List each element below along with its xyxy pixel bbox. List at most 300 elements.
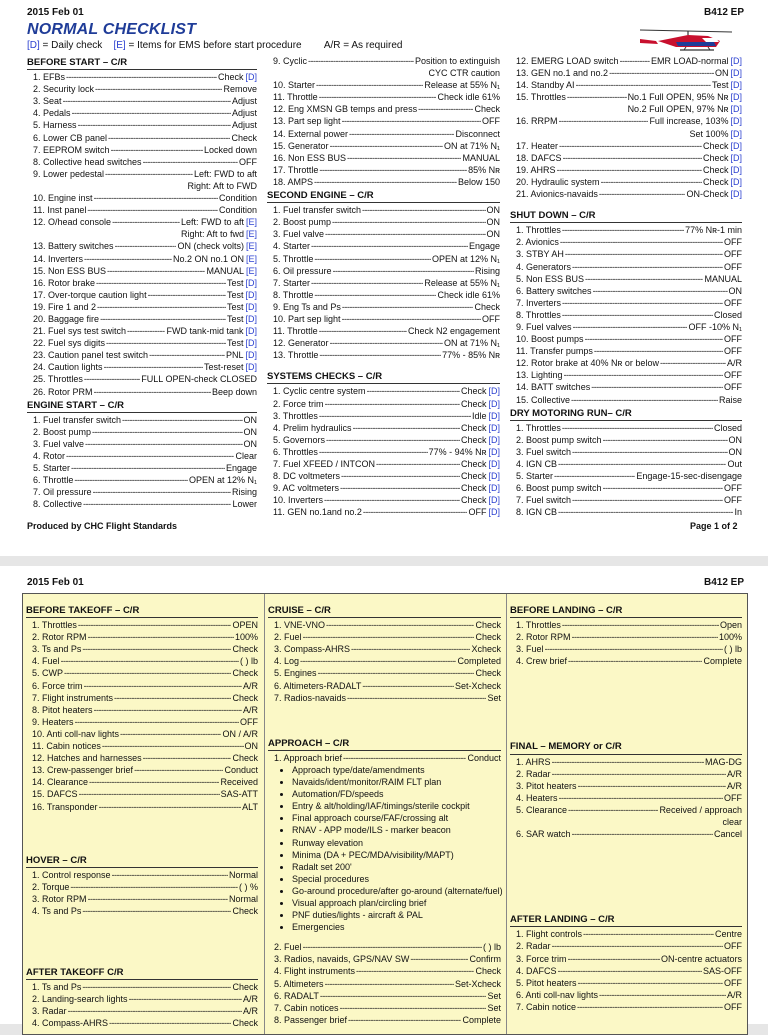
item-action: Clear bbox=[235, 451, 257, 461]
spacer bbox=[510, 896, 742, 904]
spacer bbox=[510, 667, 742, 675]
item-label: 11. Inst panel bbox=[33, 205, 87, 216]
checklist-item bbox=[27, 240, 257, 252]
item-label: 11. Throttle bbox=[273, 92, 318, 103]
item-label: 4. Crew brief bbox=[516, 656, 568, 667]
leader-dashes bbox=[418, 103, 473, 115]
item-label: 1. VNE-VNO bbox=[274, 620, 326, 631]
leader-dashes bbox=[572, 261, 723, 273]
checklist-item bbox=[27, 301, 257, 313]
leader-dashes bbox=[594, 345, 723, 357]
checklist-item bbox=[27, 325, 257, 337]
item-action: ON / A/R bbox=[222, 728, 258, 739]
item-label: 20. Hydraulic system bbox=[516, 176, 600, 187]
item-label: 9. Fuel valves bbox=[516, 321, 572, 332]
leader-dashes bbox=[108, 132, 230, 144]
item-action: Release at 55% N₁ bbox=[424, 277, 500, 288]
leader-dashes bbox=[578, 977, 723, 989]
item-action: Closed bbox=[713, 309, 742, 320]
item-label: 12. Generator bbox=[273, 338, 329, 349]
item-action: A/R bbox=[726, 780, 742, 791]
item-label: 4. Log bbox=[274, 656, 300, 667]
checklist-item bbox=[267, 265, 500, 277]
leader-dashes bbox=[324, 494, 460, 506]
item-action: MANUAL bbox=[704, 273, 742, 284]
check-tag: [D] bbox=[730, 68, 742, 79]
leader-dashes bbox=[78, 619, 232, 631]
spacer bbox=[268, 728, 501, 736]
item-action: MANUAL bbox=[462, 152, 500, 163]
item-action: OFF bbox=[724, 792, 742, 803]
leader-dashes bbox=[106, 337, 226, 349]
item-label: 12. EMERG LOAD switch bbox=[516, 56, 619, 66]
item-label: 3. Force trim bbox=[516, 953, 567, 964]
item-action: 77% - 94% Nʀ bbox=[428, 446, 487, 457]
leader-dashes bbox=[603, 434, 728, 446]
check-tag: [D] bbox=[245, 289, 257, 300]
leader-dashes bbox=[562, 422, 713, 434]
leader-dashes bbox=[319, 410, 471, 422]
item-action: Disconnect bbox=[455, 128, 500, 139]
checklist-item bbox=[26, 643, 258, 655]
checklist-item bbox=[26, 740, 258, 752]
leader-dashes bbox=[93, 486, 231, 498]
item-action: ON bbox=[486, 229, 500, 240]
item-action: Set bbox=[487, 1002, 501, 1013]
item-label: 14. BATT switches bbox=[516, 382, 591, 393]
item-label: 7. Radios-navaids bbox=[274, 692, 347, 703]
checklist-item bbox=[267, 458, 500, 470]
leader-dashes bbox=[120, 728, 221, 740]
checklist-item bbox=[510, 989, 742, 1001]
item-action: Rising bbox=[474, 265, 500, 276]
item-label: 17. Over-torque caution light bbox=[33, 289, 147, 300]
check-tag: [D] bbox=[488, 446, 500, 457]
checklist-item bbox=[267, 128, 500, 140]
list-item: • Automation/FD/speeds bbox=[292, 788, 501, 800]
item-action: Lower bbox=[232, 499, 257, 510]
legend-ems-key: [E] bbox=[113, 40, 126, 51]
item-label: 6. Oil pressure bbox=[273, 265, 332, 276]
item-action: Confirm bbox=[469, 954, 501, 965]
item-label: 1. Flight controls bbox=[516, 929, 583, 940]
leader-dashes bbox=[319, 164, 467, 176]
item-label: 5. Starter bbox=[516, 471, 554, 482]
leader-dashes bbox=[64, 667, 231, 679]
leader-dashes bbox=[573, 321, 688, 333]
item-label: 4. Starter bbox=[273, 241, 311, 252]
checklist-item bbox=[27, 119, 257, 131]
section-heading: BEFORE LANDING – C/R bbox=[510, 605, 742, 618]
checklist-item bbox=[27, 313, 257, 325]
check-tag: [D] bbox=[245, 313, 257, 324]
aircraft-code: B412 EP bbox=[704, 7, 745, 18]
checklist-item bbox=[27, 168, 257, 180]
item-label: 1. Cyclic centre system bbox=[273, 386, 366, 397]
item-action: ( ) lb bbox=[483, 942, 501, 953]
spacer bbox=[510, 683, 742, 691]
check-tag: [D] bbox=[730, 92, 742, 103]
checklist-continuation bbox=[27, 228, 257, 240]
column-divider bbox=[506, 594, 507, 1034]
checklist-item bbox=[26, 716, 258, 728]
checklist-item bbox=[27, 386, 257, 398]
item-action: A/R bbox=[726, 358, 742, 369]
leader-dashes bbox=[325, 228, 485, 240]
item-action: Engage bbox=[225, 463, 257, 474]
item-label: 3. Compass-AHRS bbox=[274, 644, 351, 655]
item-label: 6. Anti coll-nav lights bbox=[516, 989, 599, 1000]
item-label: 2. Boost pump bbox=[273, 217, 332, 228]
item-action: 77% Nʀ-1 min bbox=[685, 225, 742, 236]
section-heading: ENGINE START – C/R bbox=[27, 400, 257, 413]
item-action: Remove bbox=[223, 84, 257, 95]
item-action: Release at 55% N₁ bbox=[424, 80, 500, 91]
item-action: ON bbox=[243, 426, 257, 437]
item-label: 1. Approach brief bbox=[274, 752, 343, 763]
item-label: 4. Pedals bbox=[33, 108, 71, 119]
check-tag: [E] bbox=[245, 217, 257, 228]
item-label: 4. Heaters bbox=[516, 792, 558, 803]
leader-dashes bbox=[326, 619, 474, 631]
item-action: Completed bbox=[457, 656, 501, 667]
leader-dashes bbox=[143, 752, 232, 764]
item-action: OFF bbox=[724, 261, 742, 272]
leader-dashes bbox=[314, 289, 436, 301]
item-action: MANUAL bbox=[206, 265, 244, 276]
item-action: A/R bbox=[242, 704, 258, 715]
leader-dashes bbox=[68, 1005, 242, 1017]
leader-dashes bbox=[591, 381, 723, 393]
item-label: 20. Baggage fire bbox=[33, 313, 100, 324]
item-label: 14. Inverters bbox=[33, 253, 84, 264]
checklist-item bbox=[26, 993, 258, 1005]
leader-dashes bbox=[319, 446, 428, 458]
item-action: Check bbox=[232, 982, 258, 993]
checklist-item bbox=[268, 1014, 501, 1026]
item-action: Check bbox=[474, 104, 500, 115]
leader-dashes bbox=[83, 498, 231, 510]
item-label: 6. Battery switches bbox=[516, 285, 592, 296]
item-action: OFF bbox=[724, 297, 742, 308]
item-label: 21. Avionics-navaids bbox=[516, 189, 598, 200]
checklist-item bbox=[268, 643, 501, 655]
item-label: 18. DAFCS bbox=[516, 152, 562, 163]
checklist-item bbox=[26, 905, 258, 917]
item-action: OFF bbox=[724, 941, 742, 952]
item-action: OFF bbox=[724, 1001, 742, 1012]
item-label: 1. Control response bbox=[32, 869, 111, 880]
leader-dashes bbox=[558, 965, 702, 977]
item-action: 77% - 85% Nʀ bbox=[442, 350, 500, 361]
leader-dashes bbox=[578, 780, 726, 792]
item-label: 8. IGN CB bbox=[516, 507, 558, 518]
check-tag: [D] bbox=[488, 459, 500, 469]
item-action: OFF -10% N₁ bbox=[688, 321, 742, 332]
checklist-item bbox=[267, 204, 500, 216]
checklist-item bbox=[268, 941, 501, 953]
landing-column bbox=[510, 603, 742, 1013]
item-label: 6. Altimeters-RADALT bbox=[274, 680, 362, 691]
item-action: ON bbox=[728, 285, 742, 296]
leader-dashes bbox=[71, 462, 225, 474]
item-action: Adjust bbox=[231, 108, 257, 119]
checklist-item bbox=[510, 67, 742, 79]
leader-dashes bbox=[122, 414, 242, 426]
leader-dashes bbox=[89, 776, 219, 788]
section-heading: DRY MOTORING RUN– C/R bbox=[510, 408, 742, 421]
leader-dashes bbox=[568, 655, 702, 667]
leader-dashes bbox=[603, 482, 723, 494]
item-label: 8. Pitot heaters bbox=[32, 704, 93, 715]
checklist-item bbox=[26, 1005, 258, 1017]
engine-start-column bbox=[267, 55, 500, 518]
checklist-item bbox=[510, 631, 742, 643]
item-action: Set bbox=[487, 990, 501, 1001]
check-tag: [D] bbox=[730, 116, 742, 127]
checklist-item bbox=[510, 1001, 742, 1013]
item-label: 16. Non ESS BUS bbox=[273, 152, 347, 163]
spacer bbox=[268, 704, 501, 712]
item-label: 6. Lower CB panel bbox=[33, 132, 108, 143]
leader-dashes bbox=[314, 253, 431, 265]
continuation-text: Right: Aft to fwd bbox=[180, 229, 244, 240]
item-action: Test-reset bbox=[203, 362, 244, 373]
checklist-item bbox=[27, 438, 257, 450]
item-label: 19. Fire 1 and 2 bbox=[33, 301, 97, 312]
spacer bbox=[26, 829, 258, 837]
item-action: Set-Xcheck bbox=[454, 680, 501, 691]
leader-dashes bbox=[620, 55, 650, 67]
section-heading: AFTER TAKEOFF C/R bbox=[26, 967, 258, 980]
spacer bbox=[26, 821, 258, 829]
item-action: A/R bbox=[242, 1006, 258, 1017]
item-label: 12. Eng XMSN GB temps and press bbox=[273, 104, 418, 115]
item-label: 11. Throttle bbox=[273, 326, 318, 337]
checklist-item bbox=[26, 680, 258, 692]
leader-dashes bbox=[99, 801, 242, 813]
checklist-item bbox=[510, 446, 742, 458]
item-label: 1. AHRS bbox=[516, 756, 551, 767]
leader-dashes bbox=[94, 704, 242, 716]
item-label: 1. Throttles bbox=[516, 620, 561, 631]
item-action: Check bbox=[460, 483, 487, 494]
item-label: 5. CWP bbox=[32, 668, 64, 679]
leader-dashes bbox=[105, 168, 193, 180]
item-action: Check bbox=[475, 668, 501, 679]
item-action: Set bbox=[487, 692, 501, 703]
list-item: • Go-around procedure/after go-around (alternate/fuel) bbox=[292, 885, 501, 897]
item-label: 9. Eng Ts and Ps bbox=[273, 301, 341, 312]
checklist-item bbox=[510, 434, 742, 446]
item-action: Cancel bbox=[713, 829, 742, 840]
check-tag: [D] bbox=[488, 398, 500, 409]
item-action: Full increase, 103% bbox=[649, 116, 729, 127]
item-label: 15. Collective bbox=[516, 394, 571, 405]
item-action: ON at 71% N₁ bbox=[443, 140, 500, 151]
checklist-item bbox=[510, 804, 742, 816]
checklist-item bbox=[267, 422, 500, 434]
item-label: 3. Rotor RPM bbox=[32, 893, 87, 904]
leader-dashes bbox=[326, 434, 460, 446]
spacer bbox=[510, 723, 742, 731]
item-label: 4. Rotor bbox=[33, 451, 66, 461]
leader-dashes bbox=[601, 176, 702, 188]
leader-dashes bbox=[571, 394, 718, 406]
checklist-item bbox=[27, 349, 257, 361]
leader-dashes bbox=[562, 297, 723, 309]
checklist-item bbox=[267, 301, 500, 313]
checklist-item bbox=[510, 297, 742, 309]
item-label: 8. Collective head switches bbox=[33, 156, 142, 167]
legend-ar-text: A/R = As required bbox=[323, 40, 403, 51]
continuation-text: clear bbox=[722, 817, 742, 828]
item-action: ON bbox=[244, 741, 258, 752]
item-action: ( ) lb bbox=[724, 644, 742, 655]
checklist-item bbox=[27, 289, 257, 301]
item-action: ON at 71% N₁ bbox=[443, 338, 500, 349]
item-action: Check bbox=[475, 966, 501, 977]
checklist-item bbox=[510, 506, 742, 518]
legend bbox=[27, 40, 402, 51]
leader-dashes bbox=[563, 152, 702, 164]
item-action: Complete bbox=[462, 1014, 501, 1025]
leader-dashes bbox=[102, 740, 244, 752]
spacer bbox=[26, 845, 258, 853]
leader-dashes bbox=[70, 881, 238, 893]
spacer bbox=[510, 848, 742, 856]
checklist-item bbox=[27, 216, 257, 228]
checklist-item bbox=[510, 345, 742, 357]
leader-dashes bbox=[559, 792, 723, 804]
leader-dashes bbox=[560, 236, 723, 248]
check-tag: [D] bbox=[488, 422, 500, 433]
checklist-item bbox=[267, 313, 500, 325]
leader-dashes bbox=[599, 188, 686, 200]
check-tag: [D] bbox=[730, 152, 742, 163]
item-action: Test bbox=[226, 313, 244, 324]
checklist-item bbox=[510, 470, 742, 482]
item-label: 2. Landing-search lights bbox=[32, 994, 128, 1005]
item-action: SAS-OFF bbox=[702, 965, 742, 976]
item-label: 22. Fuel sys digits bbox=[33, 338, 106, 349]
item-action: A/R bbox=[726, 768, 742, 779]
footer-page-number: Page 1 of 2 bbox=[690, 521, 738, 531]
checklist-item bbox=[510, 768, 742, 780]
item-action: ON bbox=[714, 68, 729, 79]
item-action: Check bbox=[474, 301, 500, 312]
item-label: 3. Fuel switch bbox=[516, 446, 572, 457]
checklist-item bbox=[26, 881, 258, 893]
spacer bbox=[268, 933, 501, 941]
item-action: OFF bbox=[724, 249, 742, 260]
leader-dashes bbox=[95, 83, 222, 95]
section-heading: AFTER LANDING – C/R bbox=[510, 914, 742, 927]
check-tag: [D] bbox=[730, 56, 742, 66]
item-action: A/R bbox=[726, 989, 742, 1000]
checklist-item bbox=[27, 373, 257, 385]
item-action: OFF bbox=[724, 495, 742, 506]
leader-dashes bbox=[308, 55, 414, 67]
item-action: EMR LOAD-normal bbox=[650, 56, 729, 66]
item-label: 7. EEPROM switch bbox=[33, 144, 110, 155]
check-tag: [D] bbox=[488, 410, 500, 421]
item-label: 14. Standby AI bbox=[516, 80, 575, 91]
checklist-item bbox=[27, 204, 257, 216]
item-action: OFF bbox=[239, 156, 257, 167]
leader-dashes bbox=[75, 716, 239, 728]
checklist-item bbox=[510, 248, 742, 260]
checklist-item bbox=[510, 828, 742, 840]
checklist-item bbox=[27, 132, 257, 144]
item-action: Test bbox=[711, 80, 729, 91]
checklist-item bbox=[510, 381, 742, 393]
leader-dashes bbox=[567, 91, 627, 103]
item-label: 3. Radar bbox=[32, 1006, 67, 1017]
item-label: 11. GEN no.1and no.2 bbox=[273, 507, 362, 518]
item-label: 9. AC voltmeters bbox=[273, 483, 340, 494]
item-action: OFF bbox=[482, 313, 500, 324]
item-action: No.1 Full OPEN, 95% Nʀ bbox=[627, 92, 729, 103]
item-label: 6. Throttle bbox=[33, 475, 74, 486]
spacer bbox=[510, 880, 742, 888]
item-action: Normal bbox=[228, 869, 258, 880]
checklist-continuation bbox=[510, 816, 742, 828]
leader-dashes bbox=[330, 337, 443, 349]
spacer bbox=[510, 856, 742, 864]
checklist-item bbox=[510, 236, 742, 248]
leader-dashes bbox=[363, 506, 468, 518]
checklist-item bbox=[510, 357, 742, 369]
item-action: Check bbox=[232, 692, 258, 703]
checklist-continuation bbox=[510, 103, 742, 115]
leader-dashes bbox=[149, 349, 225, 361]
leader-dashes bbox=[87, 204, 218, 216]
item-label: 7. Flight instruments bbox=[32, 692, 114, 703]
checklist-item bbox=[267, 410, 500, 422]
leader-dashes bbox=[115, 240, 177, 252]
checklist-item bbox=[27, 107, 257, 119]
leader-dashes bbox=[94, 192, 218, 204]
item-action: PNL bbox=[225, 350, 244, 361]
systems-shutdown-column bbox=[510, 55, 742, 518]
item-action: Xcheck bbox=[471, 644, 501, 655]
checklist-continuation bbox=[27, 180, 257, 192]
check-tag: [D] bbox=[730, 80, 742, 91]
checklist-item bbox=[27, 474, 257, 486]
checklist-item bbox=[267, 164, 500, 176]
item-action: OFF bbox=[240, 716, 258, 727]
leader-dashes bbox=[349, 128, 454, 140]
leader-dashes bbox=[340, 482, 460, 494]
leader-dashes bbox=[342, 301, 474, 313]
item-label: 4. Prelim hydraulics bbox=[273, 422, 352, 433]
item-label: 7. Fuel XFEED / INTCON bbox=[273, 459, 376, 469]
legend-ems-text: = Items for EMS before start procedure bbox=[125, 40, 302, 51]
spacer bbox=[510, 731, 742, 739]
checklist-item bbox=[510, 977, 742, 989]
check-tag: [D] bbox=[488, 483, 500, 494]
item-label: 13. Battery switches bbox=[33, 241, 114, 252]
item-label: 7. Cabin notice bbox=[516, 1001, 577, 1012]
checklist-item bbox=[510, 422, 742, 434]
item-action: Set-Xcheck bbox=[454, 978, 501, 989]
item-action: Adjust bbox=[231, 120, 257, 131]
item-label: 15. Throttles bbox=[516, 92, 566, 103]
item-action: OFF bbox=[724, 334, 742, 345]
checklist-item bbox=[268, 953, 501, 965]
leader-dashes bbox=[562, 224, 684, 236]
